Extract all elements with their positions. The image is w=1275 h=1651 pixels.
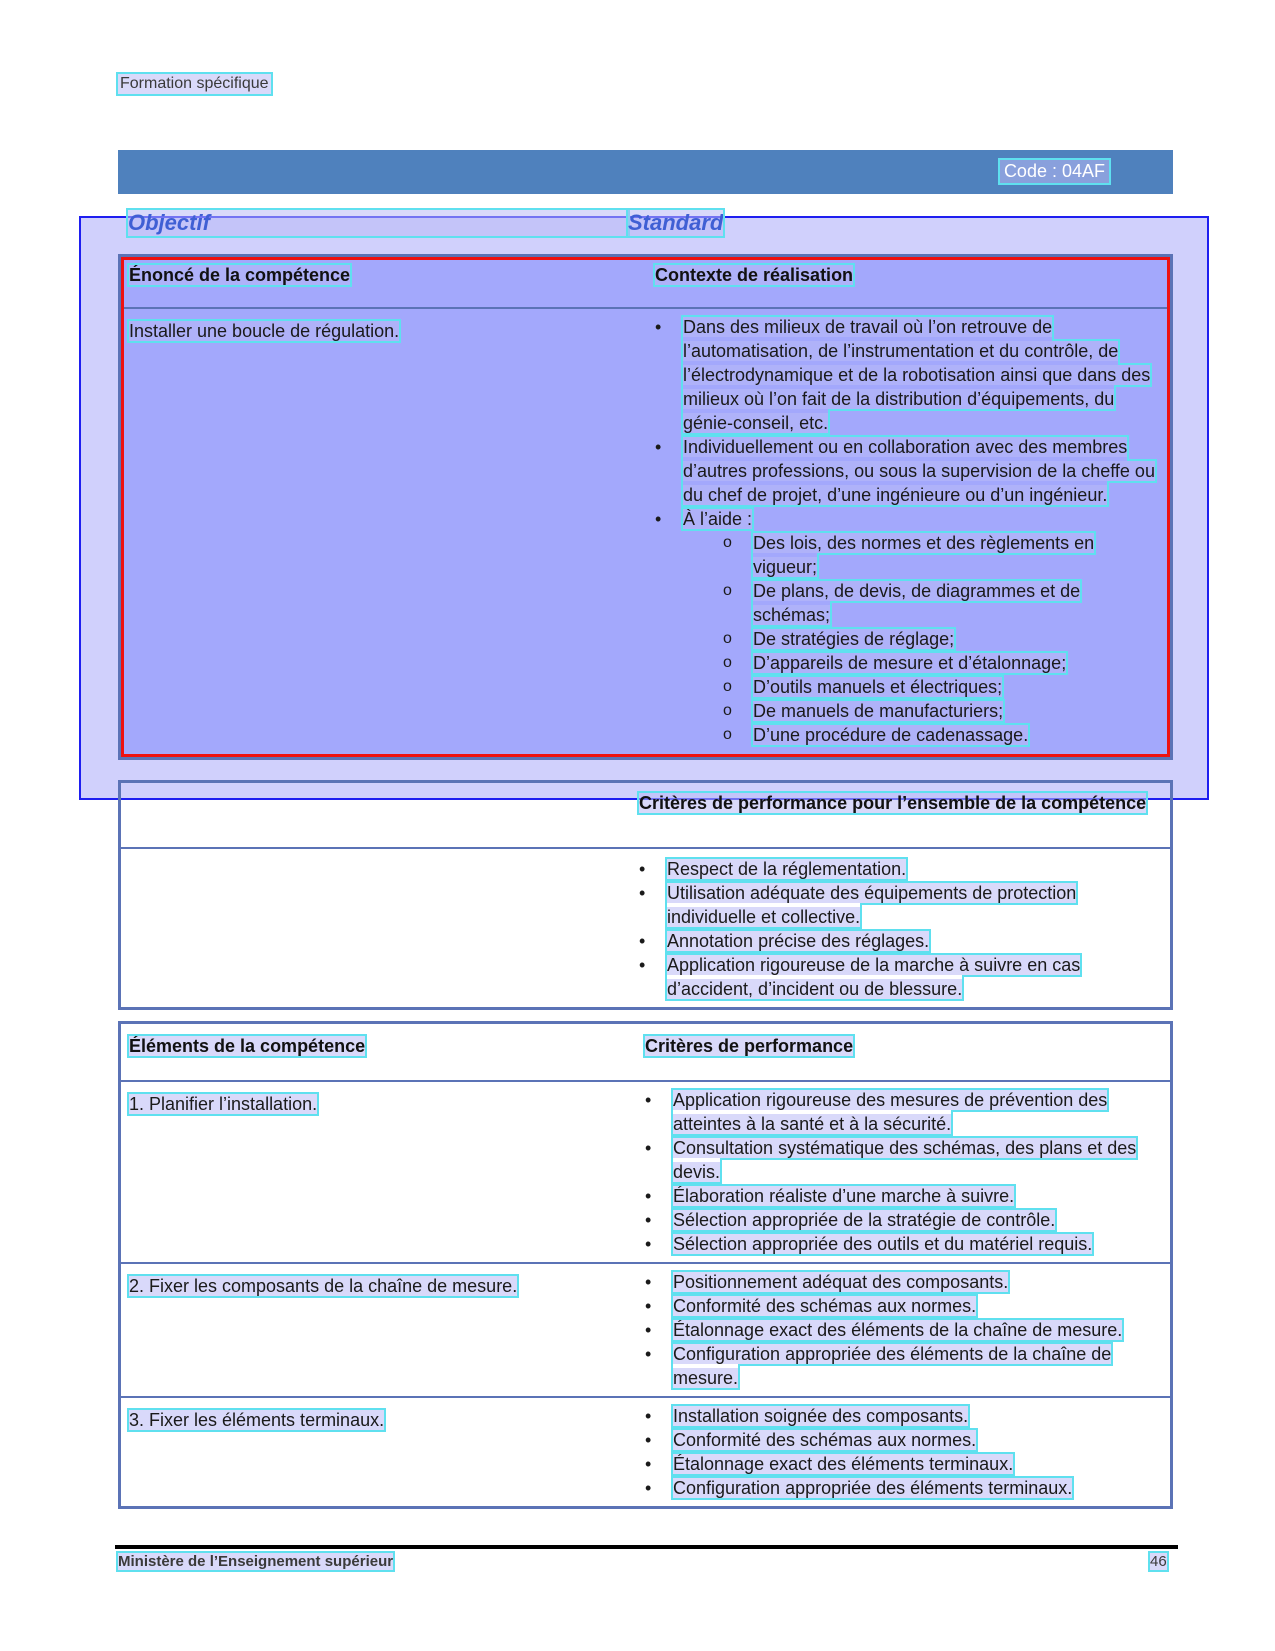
competence-statement: Installer une boucle de régulation. <box>129 321 400 341</box>
sub-item-text: D’une procédure de cadenassage. <box>753 725 1029 745</box>
list-item-text: Configuration appropriée des éléments terminaux. <box>673 1478 1073 1498</box>
list-item <box>639 929 1130 953</box>
list-item <box>645 1452 1156 1476</box>
list-item <box>645 1208 1156 1232</box>
running-header: Formation spécifique <box>120 75 269 92</box>
list-item-text: Installation soignée des composants. <box>673 1406 969 1426</box>
element-3: 3. Fixer les éléments terminaux. <box>129 1410 385 1430</box>
list-item <box>639 857 1130 881</box>
list-item-text: Application rigoureuse des mesures de prévention des atteintes à la santé et à la sécurité. <box>673 1090 1108 1134</box>
objective-heading: Objectif <box>128 210 628 236</box>
list-item-text: Configuration appropriée des éléments de la chaîne de mesure. <box>673 1344 1112 1388</box>
list-item-text: Étalonnage exact des éléments de la chaîne de mesure. <box>673 1320 1123 1340</box>
list-item <box>645 1428 1156 1452</box>
standard-heading: Standard <box>628 210 724 235</box>
list-item-text: Sélection appropriée des outils et du matériel requis. <box>673 1234 1093 1254</box>
element-1: 1. Planifier l’installation. <box>129 1094 318 1114</box>
list-item-text: Élaboration réaliste d’une marche à suivre. <box>673 1186 1015 1206</box>
list-item-text: Utilisation adéquate des équipements de protection individuelle et collective. <box>667 883 1077 927</box>
sub-item-text: Des lois, des normes et des règlements en vigueur; <box>753 533 1095 577</box>
context-header: Contexte de réalisation <box>655 265 854 285</box>
footer-ministry: Ministère de l’Enseignement supérieur <box>118 1553 394 1570</box>
footer-rule <box>115 1545 1178 1549</box>
list-item <box>645 1404 1156 1428</box>
list-item <box>645 1476 1156 1500</box>
criteria-list-1 <box>645 1088 1156 1256</box>
list-item <box>645 1342 1156 1390</box>
list-item-text: Étalonnage exact des éléments terminaux. <box>673 1454 1014 1474</box>
sub-item-text: D’appareils de mesure et d’étalonnage; <box>753 653 1067 673</box>
list-item-text: Individuellement ou en collaboration avec des membres d’autres professions, ou sous la supervision de la cheffe ou du chef de projet, d’une ingénieure ou d’un ingénieur. <box>683 437 1155 505</box>
list-item-text: Positionnement adéquat des composants. <box>673 1272 1009 1292</box>
competence-header: Énoncé de la compétence <box>129 265 351 285</box>
element-2: 2. Fixer les composants de la chaîne de mesure. <box>129 1276 518 1296</box>
list-item-text: Sélection appropriée de la stratégie de contrôle. <box>673 1210 1056 1230</box>
list-item-text: Conformité des schémas aux normes. <box>673 1296 977 1316</box>
list-item-text: Application rigoureuse de la marche à suivre en cas d’accident, d’incident ou de blessure. <box>667 955 1081 999</box>
overall-criteria-table <box>118 780 1173 1010</box>
page-number: 46 <box>1150 1553 1167 1570</box>
list-item <box>645 1318 1156 1342</box>
code-label: Code : 04AF <box>1000 160 1109 183</box>
criteria-list-3 <box>645 1404 1156 1500</box>
list-item-text: Dans des milieux de travail où l’on retrouve de l’automatisation, de l’instrumentation et du contrôle, de l’électrodynamique et de la robotisation ainsi que dans des milieux où l’on fait de la distribution d’équipements, du génie-conseil, etc. <box>683 317 1151 433</box>
list-item <box>645 1294 1156 1318</box>
list-item <box>645 1232 1156 1256</box>
list-item-text: Respect de la réglementation. <box>667 859 907 879</box>
elements-table <box>118 1021 1173 1509</box>
criteria-list-2 <box>645 1270 1156 1390</box>
list-item <box>645 1270 1156 1294</box>
sub-item-text: D’outils manuels et électriques; <box>753 677 1003 697</box>
list-item-text: Consultation systématique des schémas, des plans et des devis. <box>673 1138 1137 1182</box>
selection-box-red <box>121 257 1170 757</box>
sub-item-text: De manuels de manufacturiers; <box>753 701 1004 721</box>
list-item <box>645 1088 1156 1136</box>
criteria-header: Critères de performance <box>645 1036 854 1056</box>
elements-header: Éléments de la compétence <box>129 1036 366 1056</box>
sub-item-text: De stratégies de réglage; <box>753 629 955 649</box>
list-item-text: Conformité des schémas aux normes. <box>673 1430 977 1450</box>
list-item-text: Annotation précise des réglages. <box>667 931 930 951</box>
sub-item-text: De plans, de devis, de diagrammes et de schémas; <box>753 581 1081 625</box>
overall-criteria-list <box>639 857 1130 1001</box>
list-item-text: À l’aide : <box>683 509 753 529</box>
list-item <box>639 881 1130 929</box>
list-item <box>645 1184 1156 1208</box>
list-item <box>639 953 1130 1001</box>
code-bar <box>118 150 1173 194</box>
list-item <box>645 1136 1156 1184</box>
overall-criteria-header: Critères de performance pour l’ensemble de la compétence <box>639 793 1147 813</box>
